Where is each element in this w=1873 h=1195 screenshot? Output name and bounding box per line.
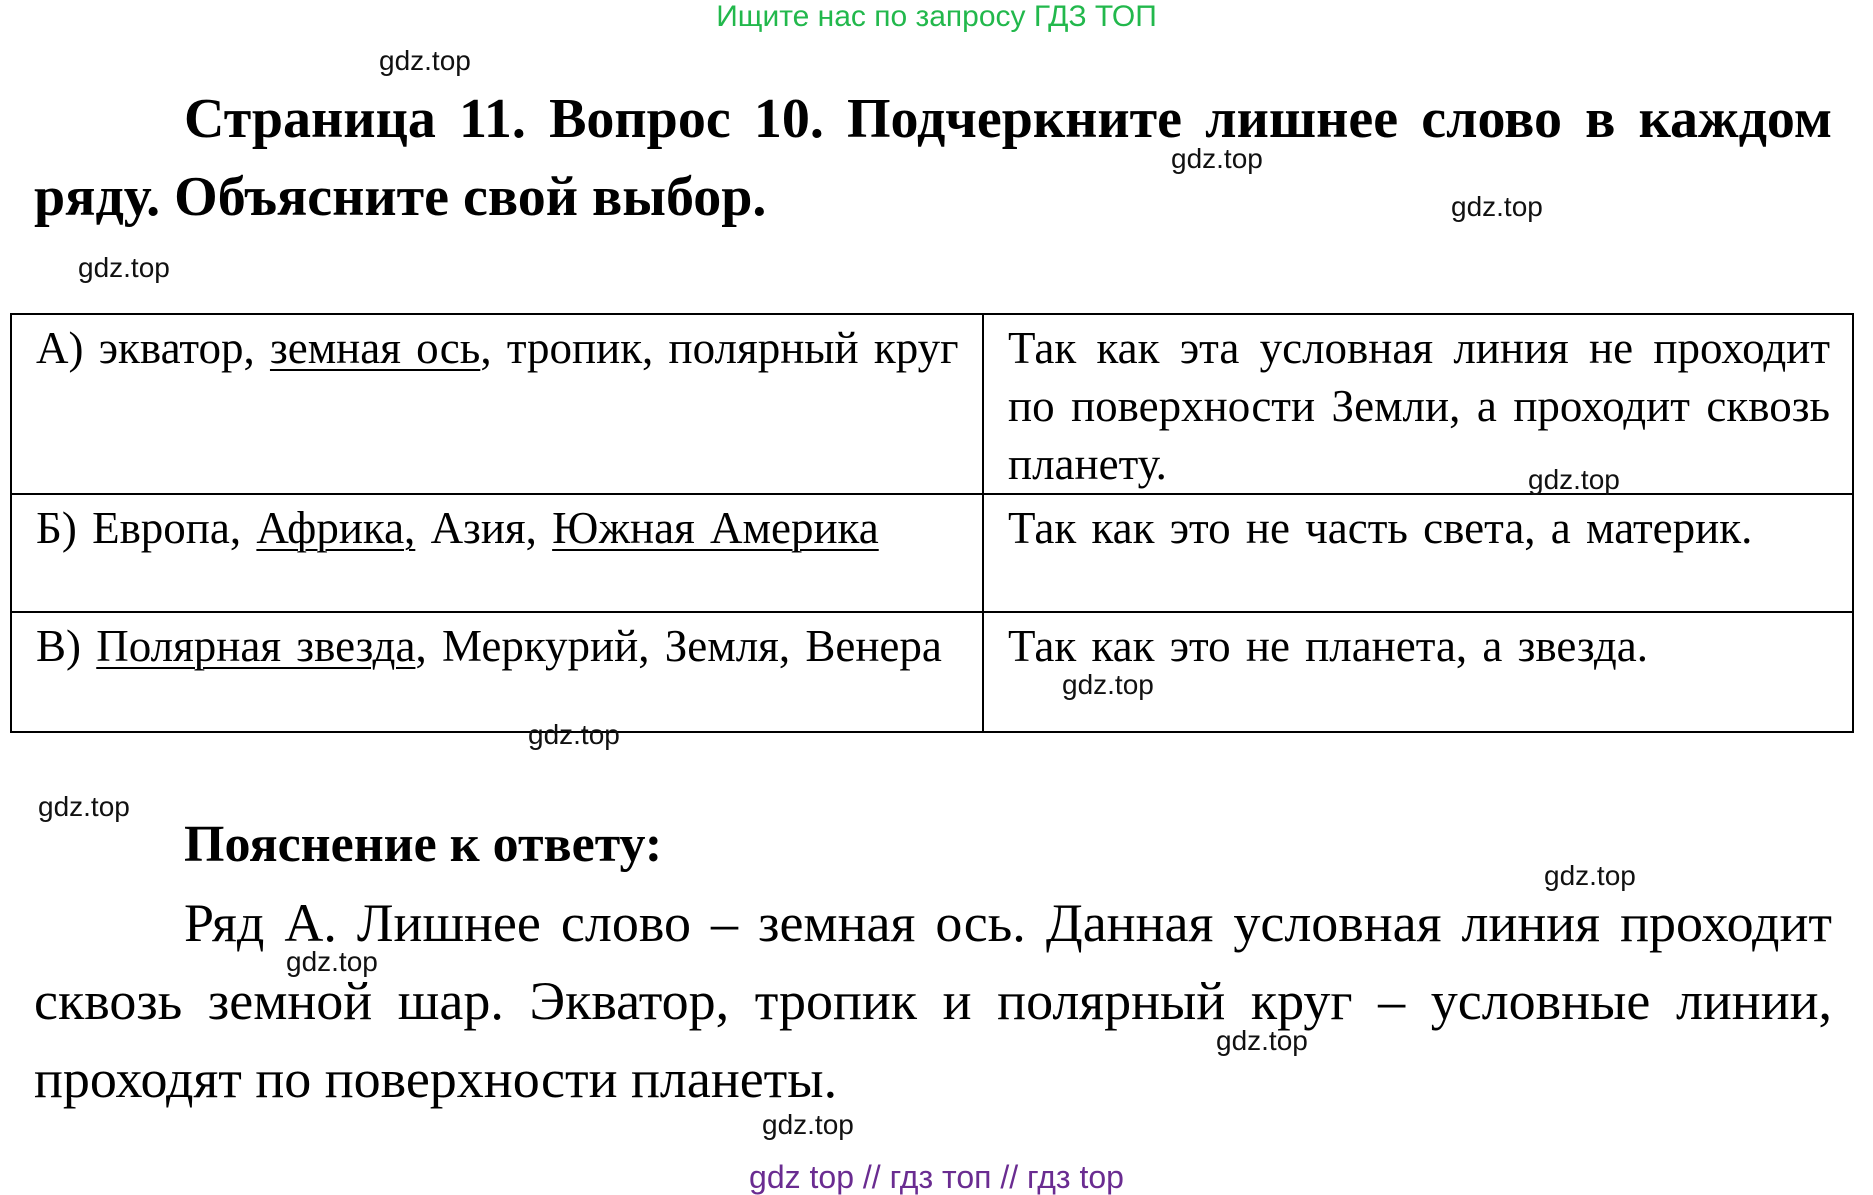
odd-word: Южная Америка: [552, 503, 879, 553]
top-banner: Ищите нас по запросу ГДЗ ТОП: [716, 0, 1157, 33]
row-a-words: А) экватор, земная ось, тропик, полярный круг: [11, 314, 983, 494]
odd-word: Полярная звезда: [96, 621, 416, 671]
watermark: gdz.top: [1528, 464, 1620, 495]
watermark: gdz.top: [286, 946, 378, 977]
table-row: [11, 612, 1853, 732]
row-b-words: Б) Европа, Африка, Азия, Южная Америка: [11, 494, 983, 612]
row-c-words: В) Полярная звезда, Меркурий, Земля, Венера: [11, 612, 983, 732]
bottom-banner: gdz top // гдз топ // гдз top: [749, 1159, 1124, 1195]
watermark: gdz.top: [379, 45, 471, 76]
watermark: gdz.top: [528, 719, 620, 750]
watermark: gdz.top: [38, 791, 130, 822]
watermark: gdz.top: [1451, 191, 1543, 222]
watermark: gdz.top: [1171, 143, 1263, 174]
watermark: gdz.top: [78, 252, 170, 283]
watermark: gdz.top: [1062, 669, 1154, 700]
watermark: gdz.top: [1216, 1025, 1308, 1056]
watermark: gdz.top: [1544, 860, 1636, 891]
watermark: gdz.top: [762, 1109, 854, 1140]
row-b-reason: Так как это не часть света, а материк.: [983, 494, 1853, 612]
answer-table: [10, 313, 1854, 733]
row-a-reason: Так как эта условная линия не проходит по поверхности Земли, а проходит сквозь планету.: [983, 314, 1853, 494]
odd-word: Африка,: [256, 503, 416, 553]
odd-word: земная ось: [269, 323, 481, 373]
page-heading: Страница 11. Вопрос 10. Подчеркните лишнее слово в каждом ряду. Объясните свой выбор.: [34, 88, 1832, 228]
explanation-title: Пояснение к ответу:: [184, 816, 663, 873]
row-c-reason: Так как это не планета, а звезда.: [983, 612, 1853, 732]
table-row: [11, 494, 1853, 612]
explanation-text: Ряд А. Лишнее слово – земная ось. Данная условная линия проходит сквозь земной шар. Экватор, тропик и полярный круг – условные линии, проходят по поверхности планеты.: [34, 893, 1832, 1109]
